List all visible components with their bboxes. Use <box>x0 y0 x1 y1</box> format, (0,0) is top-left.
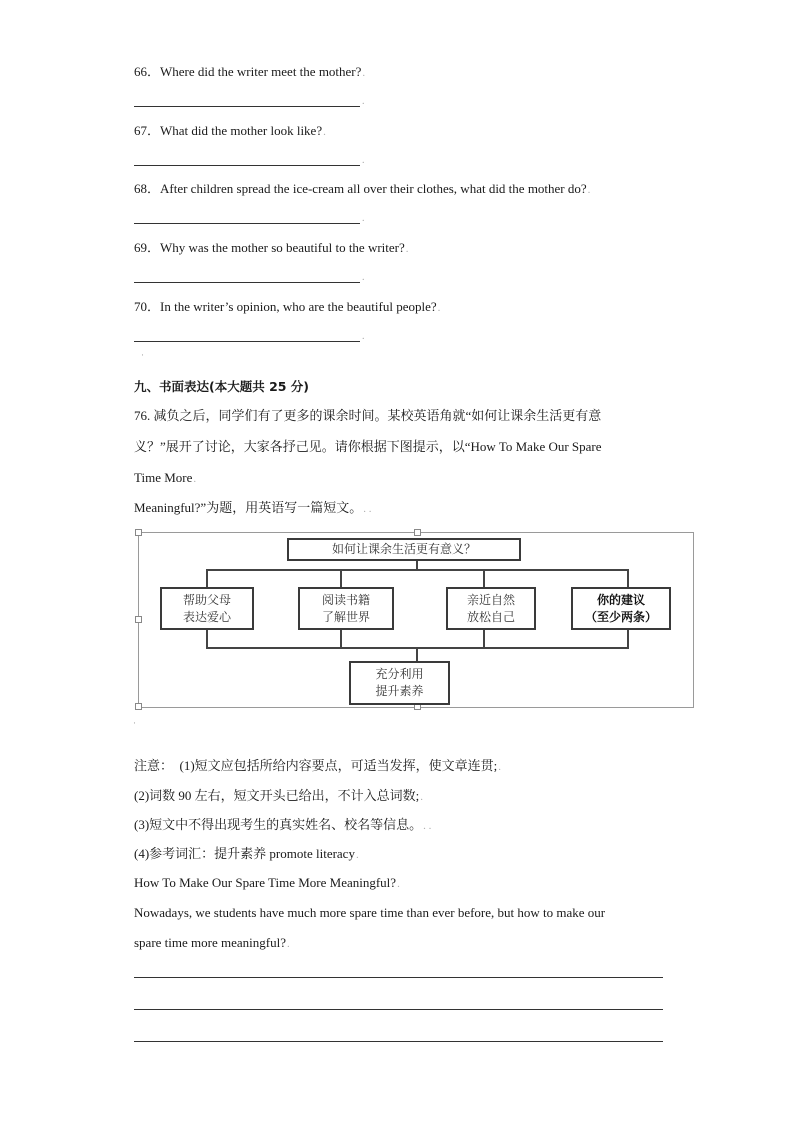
connector-line <box>340 628 342 648</box>
writing-line <box>134 977 663 978</box>
box-line: 提升素养 <box>375 684 424 698</box>
resize-handle[interactable] <box>414 529 421 536</box>
note-2: (2)词数 90 左右，短文开头已给出，不计入总词数;. <box>134 788 424 803</box>
question-67: 67．What did the mother look like?. <box>134 123 326 138</box>
prompt-line-2: 义？”展开了讨论，大家各抒己见。请你根据下图提示，以“How To Make Our Spare <box>134 439 602 454</box>
prompt-line-3: Time More. <box>134 470 197 485</box>
diagram-box-help-parents <box>160 587 254 630</box>
diagram-top-label: 如何让课余生活更有意义？ <box>331 542 476 556</box>
box-line: （至少两条） <box>584 609 657 624</box>
box-line: 你的建议 <box>596 592 645 607</box>
box-line: 充分利用 <box>375 667 424 681</box>
writing-line <box>134 1041 663 1042</box>
writing-line <box>134 1009 663 1010</box>
answer-line-68 <box>134 223 360 224</box>
connector-line <box>416 647 418 661</box>
note-3: (3)短文中不得出现考生的真实姓名、校名等信息。. . <box>134 817 432 832</box>
answer-line-67 <box>134 165 360 166</box>
box-line: 了解世界 <box>321 609 370 624</box>
box-line: 阅读书籍 <box>321 592 370 607</box>
essay-title: How To Make Our Spare Time More Meaningful?. <box>134 875 400 890</box>
box-line: 亲近自然 <box>466 592 515 607</box>
connector-line <box>340 569 342 588</box>
diagram-bottom-box <box>349 661 450 705</box>
question-69: 69．Why was the mother so beautiful to the writer?. <box>134 240 409 255</box>
answer-line-69 <box>134 282 360 283</box>
note-4: (4)参考词汇：提升素养 promote literacy. <box>134 846 359 861</box>
paragraph-mark: · <box>133 718 136 728</box>
question-70: 70．In the writer’s opinion, who are the beautiful people?. <box>134 299 441 314</box>
diagram-box-your-suggestion <box>571 587 671 630</box>
connector-line <box>206 628 208 648</box>
connector-line <box>483 628 485 648</box>
diagram-box-nature <box>446 587 536 630</box>
paragraph-mark: · <box>141 350 144 360</box>
prompt-line-1: 76. 减负之后，同学们有了更多的课余时间。某校英语角就“如何让课余生活更有意 <box>134 408 602 423</box>
box-line: 帮助父母 <box>182 592 231 607</box>
answer-line-66 <box>134 106 360 107</box>
box-line: 表达爱心 <box>182 609 231 624</box>
box-line: 放松自己 <box>466 609 515 624</box>
question-66: 66．Where did the writer meet the mother?. <box>134 64 366 79</box>
resize-handle[interactable] <box>135 616 142 623</box>
note-1: 注意： (1)短文应包括所给内容要点，可适当发挥，使文章连贯;. <box>134 758 502 773</box>
flowchart-figure <box>138 532 694 708</box>
diagram-top-box <box>287 538 521 561</box>
essay-opening-line-2: spare time more meaningful?. <box>134 935 290 950</box>
connector-line <box>206 569 629 571</box>
connector-line <box>627 569 629 588</box>
prompt-line-4: Meaningful?”为题，用英语写一篇短文。. . <box>134 500 372 515</box>
section-heading: 九、书面表达(本大题共 25 分) <box>134 379 310 394</box>
connector-line <box>627 628 629 648</box>
resize-handle[interactable] <box>135 529 142 536</box>
diagram-box-read-books <box>298 587 394 630</box>
answer-line-70 <box>134 341 360 342</box>
connector-line <box>483 569 485 588</box>
question-68: 68．After children spread the ice-cream all over their clothes, what did the mother do?. <box>134 181 591 196</box>
resize-handle[interactable] <box>135 703 142 710</box>
connector-line <box>206 569 208 588</box>
essay-opening-line-1: Nowadays, we students have much more spare time than ever before, but how to make our <box>134 905 606 920</box>
